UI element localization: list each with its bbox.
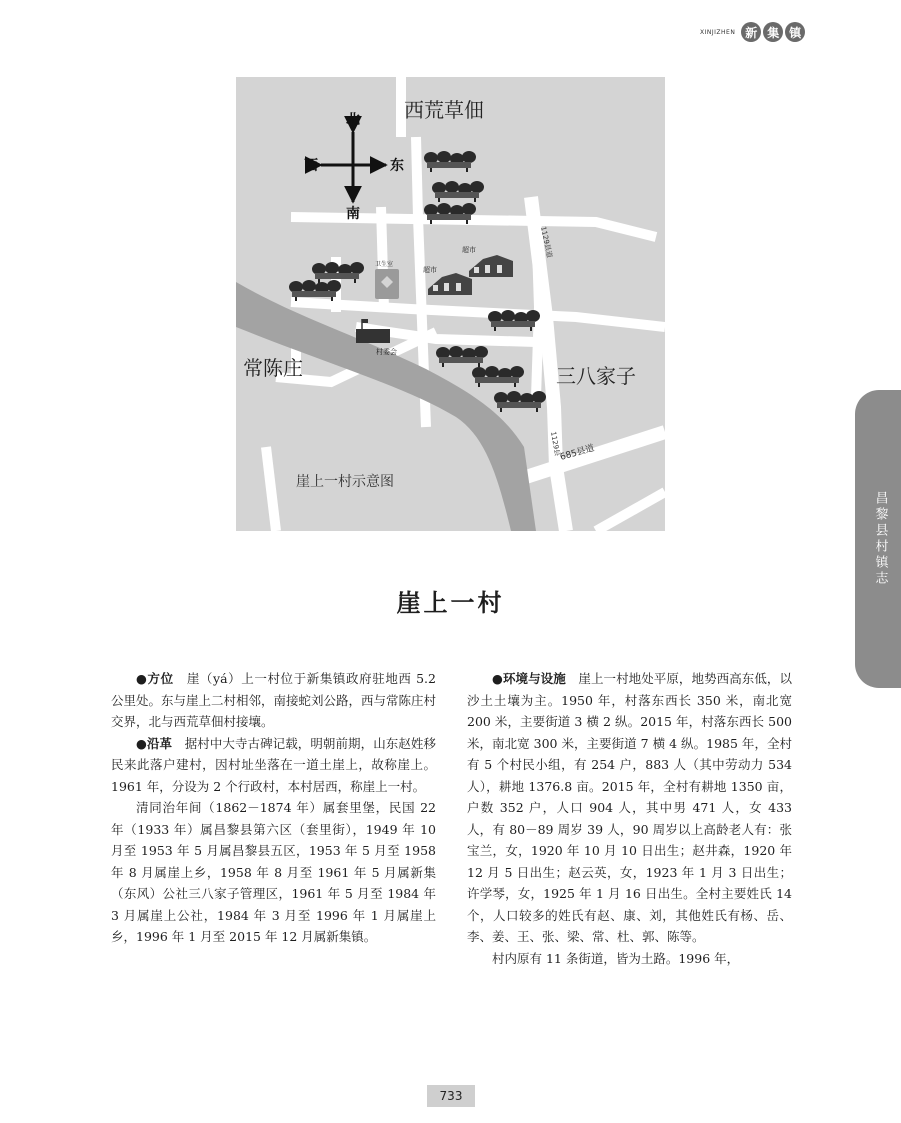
history-text: 据村中大寺古碑记载，明朝前期，山东赵姓移民来此落户建村，因村址坐落在一道土崖上，故称崖上。1961 年，分设为 2 个行政村，本村居西，称崖上一村。 — [111, 735, 436, 794]
compass-west: 西 — [304, 158, 318, 174]
location-heading: ●方位 — [136, 671, 174, 686]
location-paragraph — [111, 668, 436, 733]
brand-seal-2: 集 — [763, 22, 783, 42]
environment-heading: ●环境与设施 — [492, 671, 566, 686]
map-svg — [236, 77, 665, 531]
road-label-1: 1129县道 — [539, 225, 554, 259]
brand-seal-3: 镇 — [785, 22, 805, 42]
brand-seal-1: 新 — [741, 22, 761, 42]
location-text: 崖（yá）上一村位于新集镇政府驻地西 5.2 公里处。东与崖上二村相邻，南接蛇刘公路，西与常陈庄村交界，北与西荒草佃村接壤。 — [111, 671, 437, 729]
right-column — [467, 668, 792, 969]
compass-north: 北 — [346, 112, 360, 128]
market-label-1: 超市 — [462, 246, 476, 254]
map-caption: 崖上一村示意图 — [296, 474, 394, 490]
environment-paragraph — [467, 668, 792, 948]
road-label-2: 1129县 — [549, 430, 562, 457]
history-paragraph — [111, 733, 436, 798]
side-tab — [855, 390, 901, 688]
label-east-village: 三八家子 — [556, 364, 636, 388]
streets-paragraph: 村内原有 11 条街道，皆为土路。1996 年， — [492, 950, 740, 966]
road-label-3: 685县道 — [559, 443, 596, 463]
label-west-village: 常陈庄 — [243, 356, 303, 380]
compass-east: 东 — [390, 158, 404, 174]
market-label-2: 超市 — [423, 266, 437, 274]
label-north-village: 西荒草佃 — [404, 98, 484, 122]
page-title: 崖上一村 — [396, 589, 505, 617]
left-column — [111, 668, 436, 948]
side-tab-label: 昌黎县村镇志 — [872, 491, 888, 587]
environment-text: 崖上一村地处平原，地势西高东低，以沙土土壤为主。1950 年，村落东西长 350 米，南北宽 200 米，主要街道 3 横 2 纵。2015 年，村落东西长 500 米，南北宽 300 米，主要街道 7 横 4 纵。1985 年，全村有 5 个村民小组，有 254 户，883 人（其中劳动力 534 人），耕地 1376.8 亩。2015 年，全村有耕地 1350 亩，户数 352 户，人口 904 人，其中男 471 人，女 433 人，有 80－89 周岁 39 人，90 周岁以上高龄老人有：张宝兰，女，1920 年 10 月 10 日出生；赵井森，1920 年 12 月 5 日出生；赵云英，女，1923 年 1 月 3 日出生；许学琴，女，1925 年 1 月 16 日出生。全村主要姓氏 14 个，人口较多的姓氏有赵、康、刘，其他姓氏有杨、岳、李、姜、王、张、梁、常、杜、郭、陈等。 — [467, 671, 792, 944]
brand-pinyin: XINJIZHEN — [700, 28, 736, 36]
administration-paragraph: 清同治年间（1862－1874 年）属套里堡，民国 22 年（1933 年）属昌黎县第六区（套里街），1949 年 10 月至 1953 年 5 月属昌黎县五区，1953 年 5 月至 1958 年 8 月属崖上乡，1958 年 8 月至 1961 年 5 月属新集（东风）公社三八家子管理区，1961 年 5 月至 1984 年 3 月属崖上公社，1984 年 3 月至 1996 年 1 月属崖上乡，1996 年 1 月至 2015 年 12 月属新集镇。 — [111, 800, 436, 944]
page-number: 733 — [427, 1085, 475, 1107]
compass-south: 南 — [346, 206, 360, 222]
history-heading: ●沿革 — [136, 735, 173, 751]
committee-label: 村委会 — [376, 348, 397, 356]
committee-icon — [356, 329, 390, 343]
header-brand — [700, 18, 805, 46]
clinic-label: 卫生室 — [375, 261, 394, 268]
village-map — [236, 77, 665, 531]
